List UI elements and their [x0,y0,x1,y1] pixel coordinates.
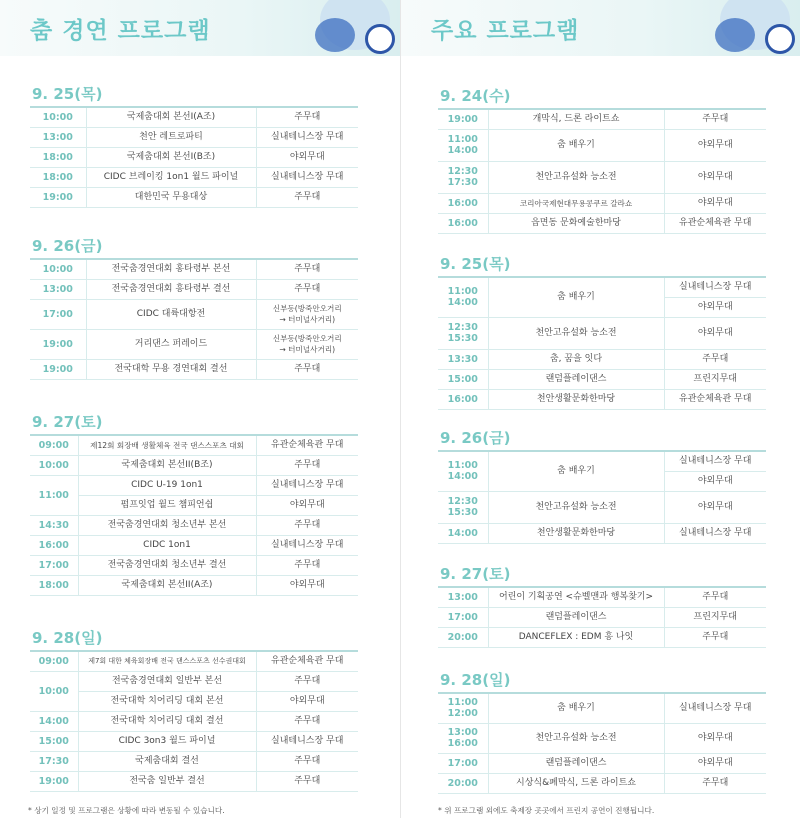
time-cell: 16:00 [30,535,78,555]
table-row [438,491,766,523]
table-row [30,535,358,555]
event-cell: 전국대학 치어리딩 대회 결선 [78,711,256,731]
venue-cell: 야외무대 [664,317,766,349]
event-cell: 국제춤대회 본선I(B조) [86,147,256,167]
time-cell: 10:00 [30,259,86,279]
table-row [438,451,766,471]
table-row [438,773,766,793]
time-cell: 10:00 [30,107,86,127]
venue-cell: 야외무대 [256,495,358,515]
time-cell: 10:00 [30,455,78,475]
time-cell: 13:00 [438,587,488,607]
venue-cell: 주무대 [256,751,358,771]
schedule-table [30,434,358,596]
venue-cell: 주무대 [256,279,358,299]
time-cell: 10:00 [30,671,78,711]
day-weekday: (금) [74,237,103,255]
venue-cell: 주무대 [256,107,358,127]
day-date: 9. 27 [32,413,75,431]
table-row [438,693,766,723]
time-cell: 18:00 [30,575,78,595]
table-row [30,107,358,127]
table-row [438,161,766,193]
day-heading [438,426,766,450]
venue-cell: 야외무대 [664,471,766,491]
venue-cell: 주무대 [256,259,358,279]
time-cell: 19:00 [30,329,86,359]
time-cell: 13:00 [30,127,86,147]
day-date: 9. 27 [440,565,483,583]
venue-cell: 야외무대 [664,753,766,773]
left-banner [0,0,400,56]
left-day-section [30,82,358,208]
time-cell: 16:00 [438,389,488,409]
time-cell: 12:30 17:30 [438,161,488,193]
venue-cell: 실내테니스장 무대 [664,523,766,543]
day-heading [438,562,766,586]
time-cell: 15:00 [438,369,488,389]
venue-cell: 주무대 [664,109,766,129]
day-heading [438,668,766,692]
event-cell: 춤, 꿈을 잇다 [488,349,664,369]
table-row [30,651,358,671]
venue-cell: 주무대 [664,349,766,369]
time-cell: 13:00 16:00 [438,723,488,753]
table-row [30,751,358,771]
event-cell: 전국춤경연대회 일반부 본선 [78,671,256,691]
time-cell: 20:00 [438,627,488,647]
time-cell: 17:00 [30,555,78,575]
right-day-section [438,426,766,544]
time-cell: 13:00 [30,279,86,299]
venue-cell: 주무대 [256,187,358,207]
event-cell: 랜덤플레이댄스 [488,369,664,389]
venue-cell: 주무대 [256,711,358,731]
venue-cell: 주무대 [664,587,766,607]
event-cell: 전국대학 치어리딩 대회 본선 [78,691,256,711]
time-cell: 09:00 [30,435,78,455]
event-cell: 천안고유설화 능소전 [488,723,664,753]
right-page-title: 주요 프로그램 [431,18,580,44]
table-row [438,723,766,753]
venue-cell: 프린지무대 [664,607,766,627]
table-row [30,329,358,359]
time-cell: 18:00 [30,147,86,167]
table-row [30,187,358,207]
schedule-table [30,258,358,380]
time-cell: 17:30 [30,751,78,771]
event-cell: 천안 레트로파티 [86,127,256,147]
venue-cell: 야외무대 [256,147,358,167]
schedule-table [438,586,766,648]
table-row [438,193,766,213]
venue-cell: 실내테니스장 무대 [664,693,766,723]
event-cell: 천안고유설화 능소전 [488,317,664,349]
day-date: 9. 26 [440,429,483,447]
venue-cell: 실내테니스장 무대 [664,451,766,471]
table-row [438,109,766,129]
table-row [30,167,358,187]
time-cell: 19:00 [30,359,86,379]
time-cell: 19:00 [30,771,78,791]
table-row [30,671,358,691]
time-cell: 11:00 14:00 [438,277,488,317]
event-cell: 제7회 대한 체육회장배 전국 댄스스포츠 선수권대회 [78,651,256,671]
venue-cell: 야외무대 [256,575,358,595]
event-cell: 춤 배우기 [488,277,664,317]
left-footnote: * 상기 일정 및 프로그램은 상황에 따라 변동될 수 있습니다. [28,806,225,815]
table-row [30,711,358,731]
day-weekday: (목) [482,255,511,273]
table-row [438,349,766,369]
venue-cell: 프린지무대 [664,369,766,389]
table-row [30,771,358,791]
day-weekday: (일) [74,629,103,647]
venue-cell: 실내테니스장 무대 [664,277,766,297]
venue-cell: 실내테니스장 무대 [256,475,358,495]
event-cell: 국제춤대회 결선 [78,751,256,771]
table-row [30,299,358,329]
venue-cell: 야외무대 [664,129,766,161]
venue-cell: 주무대 [256,771,358,791]
event-cell: 랜덤플레이댄스 [488,753,664,773]
table-row [30,435,358,455]
right-day-section [438,668,766,794]
table-row [438,369,766,389]
time-cell: 18:00 [30,167,86,187]
venue-cell: 주무대 [256,671,358,691]
event-cell: 시상식&폐막식, 드론 라이트쇼 [488,773,664,793]
venue-cell: 유관순체육관 무대 [256,435,358,455]
event-cell: 전국춤경연대회 청소년부 본선 [78,515,256,535]
day-heading [30,82,358,106]
table-row [438,389,766,409]
event-cell: CIDC U-19 1on1 [78,475,256,495]
table-row [30,555,358,575]
event-cell: 거리댄스 퍼레이드 [86,329,256,359]
time-cell: 11:00 14:00 [438,451,488,491]
venue-cell: 야외무대 [664,491,766,523]
time-cell: 11:00 14:00 [438,129,488,161]
schedule-table [30,650,358,792]
day-weekday: (수) [482,87,511,105]
time-cell: 12:30 15:30 [438,317,488,349]
venue-cell: 실내테니스장 무대 [256,731,358,751]
day-date: 9. 24 [440,87,483,105]
venue-cell: 야외무대 [664,723,766,753]
left-page-title: 춤 경연 프로그램 [30,18,211,44]
table-row [30,127,358,147]
time-cell: 16:00 [438,213,488,233]
event-cell: 국제춤대회 본선I(A조) [86,107,256,127]
time-cell: 14:00 [438,523,488,543]
day-weekday: (목) [74,85,103,103]
day-heading [30,234,358,258]
time-cell: 12:30 15:30 [438,491,488,523]
time-cell: 14:00 [30,711,78,731]
event-cell: 제12회 회장배 생활체육 전국 댄스스포츠 대회 [78,435,256,455]
day-date: 9. 28 [32,629,75,647]
schedule-table [438,276,766,410]
table-row [438,627,766,647]
venue-cell: 신부동(방죽안오거리 → 터미널사거리) [256,299,358,329]
time-cell: 17:00 [438,753,488,773]
time-cell: 09:00 [30,651,78,671]
event-cell: CIDC 브레이킹 1on1 월드 파이널 [86,167,256,187]
venue-cell: 유관순체육관 무대 [664,389,766,409]
event-cell: 어린이 기획공연 <슈벨맨과 행복찾기> [488,587,664,607]
table-row [30,731,358,751]
table-row [30,515,358,535]
table-row [438,753,766,773]
day-heading [30,626,358,650]
table-row [438,129,766,161]
time-cell: 19:00 [30,187,86,207]
venue-cell: 주무대 [256,455,358,475]
event-cell: CIDC 3on3 월드 파이널 [78,731,256,751]
event-cell: 전국춤경연대회 홍타령부 본선 [86,259,256,279]
time-cell: 13:30 [438,349,488,369]
venue-cell: 신부동(방죽안오거리 → 터미널사거리) [256,329,358,359]
venue-cell: 주무대 [664,627,766,647]
time-cell: 11:00 [30,475,78,515]
event-cell: CIDC 대륙대항전 [86,299,256,329]
schedule-table [438,692,766,794]
venue-cell: 야외무대 [664,193,766,213]
time-cell: 19:00 [438,109,488,129]
schedule-table [30,106,358,208]
event-cell: 랜덤플레이댄스 [488,607,664,627]
event-cell: 대한민국 무용대상 [86,187,256,207]
schedule-table [438,450,766,544]
time-cell: 17:00 [30,299,86,329]
venue-cell: 실내테니스장 무대 [256,167,358,187]
day-date: 9. 25 [440,255,483,273]
venue-cell: 유관순체육관 무대 [664,213,766,233]
right-banner [401,0,800,56]
time-cell: 14:30 [30,515,78,535]
event-cell: 전국대학 무용 경연대회 결선 [86,359,256,379]
table-row [30,575,358,595]
day-heading [438,252,766,276]
right-day-section [438,562,766,648]
table-row [438,213,766,233]
left-day-section [30,626,358,792]
day-weekday: (일) [482,671,511,689]
table-row [30,495,358,515]
event-cell: 개막식, 드론 라이트쇼 [488,109,664,129]
event-cell: 펌프잇업 월드 챔피언쉽 [78,495,256,515]
event-cell: 천안생활문화한마당 [488,389,664,409]
venue-cell: 야외무대 [664,161,766,193]
event-cell: CIDC 1on1 [78,535,256,555]
day-heading [438,84,766,108]
table-row [30,475,358,495]
event-cell: 춤 배우기 [488,129,664,161]
banner-illustration [690,0,800,56]
time-cell: 15:00 [30,731,78,751]
table-row [30,279,358,299]
banner-illustration [290,0,400,56]
venue-cell: 주무대 [256,515,358,535]
day-date: 9. 26 [32,237,75,255]
table-row [438,317,766,349]
table-row [438,523,766,543]
venue-cell: 유관순체육관 무대 [256,651,358,671]
table-row [30,691,358,711]
table-row [438,607,766,627]
event-cell: 전국춤경연대회 흥타령부 결선 [86,279,256,299]
venue-cell: 실내테니스장 무대 [256,127,358,147]
right-day-section [438,84,766,234]
day-weekday: (토) [74,413,103,431]
event-cell: 읍면동 문화예술한마당 [488,213,664,233]
left-day-section [30,234,358,380]
time-cell: 11:00 12:00 [438,693,488,723]
table-row [30,359,358,379]
event-cell: 천안고유설화 능소전 [488,491,664,523]
day-weekday: (금) [482,429,511,447]
event-cell: 천안고유설화 능소전 [488,161,664,193]
venue-cell: 야외무대 [664,297,766,317]
table-row [438,587,766,607]
event-cell: DANCEFLEX : EDM 흥 나잇 [488,627,664,647]
event-cell: 코리아국제현대무용콩쿠르 갈라쇼 [488,193,664,213]
day-weekday: (토) [482,565,511,583]
event-cell: 국제춤대회 본선II(A조) [78,575,256,595]
table-row [30,147,358,167]
event-cell: 춤 배우기 [488,451,664,491]
table-row [30,455,358,475]
right-day-section [438,252,766,410]
day-date: 9. 25 [32,85,75,103]
venue-cell: 주무대 [256,555,358,575]
event-cell: 천안생활문화한마당 [488,523,664,543]
right-footnote: * 위 프로그램 외에도 축제장 곳곳에서 프린지 공연이 진행됩니다. [438,806,655,815]
event-cell: 국제춤대회 본선II(B조) [78,455,256,475]
venue-cell: 주무대 [664,773,766,793]
table-row [30,259,358,279]
time-cell: 16:00 [438,193,488,213]
left-day-section [30,410,358,596]
table-row [438,277,766,297]
event-cell: 춤 배우기 [488,693,664,723]
day-date: 9. 28 [440,671,483,689]
day-heading [30,410,358,434]
event-cell: 전국춤경연대회 청소년부 결선 [78,555,256,575]
venue-cell: 실내테니스장 무대 [256,535,358,555]
time-cell: 17:00 [438,607,488,627]
venue-cell: 주무대 [256,359,358,379]
venue-cell: 야외무대 [256,691,358,711]
event-cell: 전국춤 일반부 결선 [78,771,256,791]
time-cell: 20:00 [438,773,488,793]
schedule-table [438,108,766,234]
right-page [400,0,800,818]
